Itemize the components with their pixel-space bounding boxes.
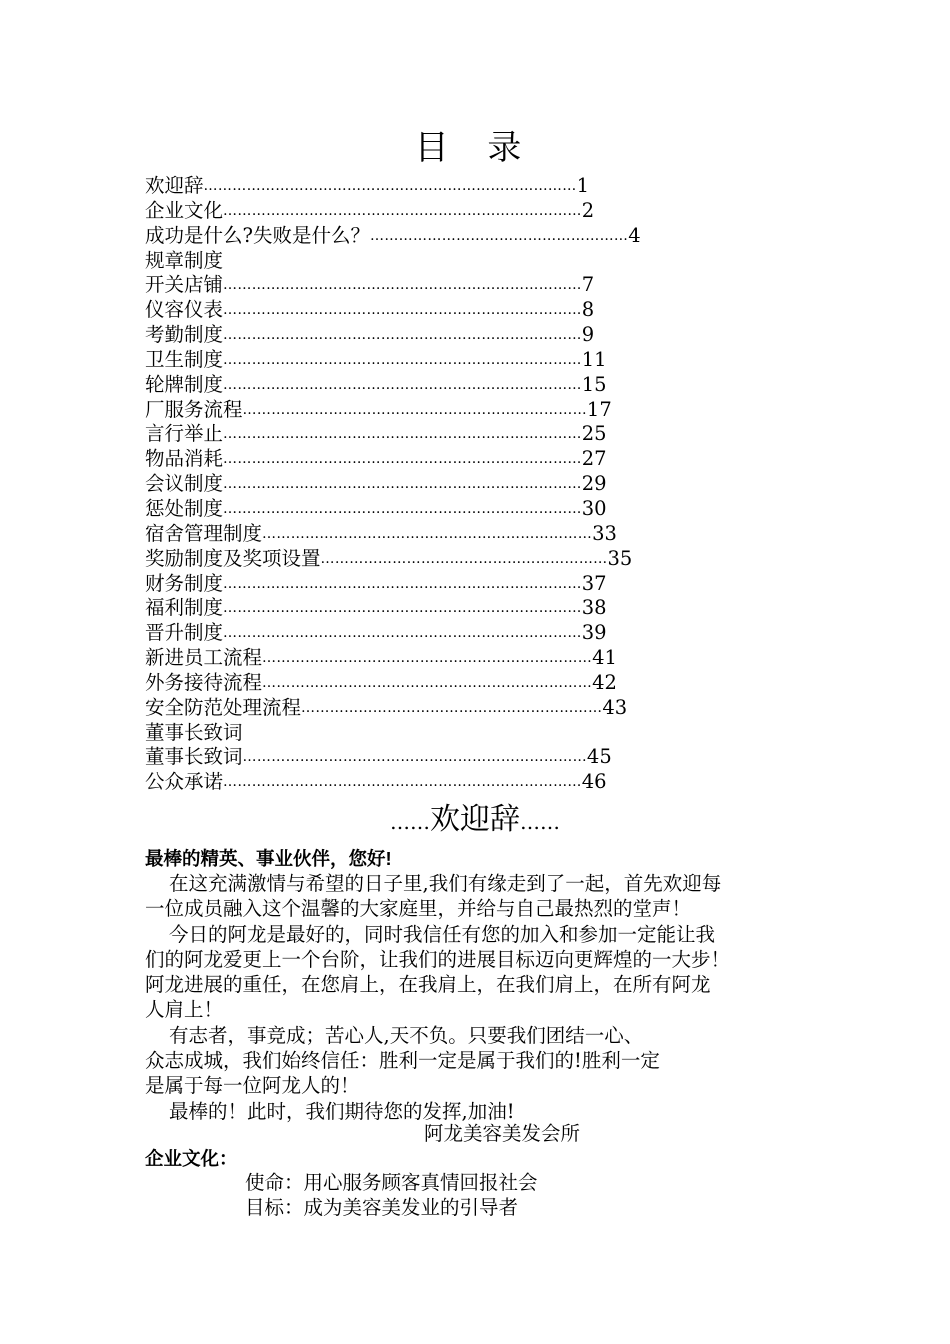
toc-leader: ………………………………………………………………… <box>223 426 582 443</box>
toc-leader: …………………………………………………… <box>320 550 608 567</box>
toc-entry-page: 38 <box>581 596 607 620</box>
paragraph-line: 有志者，事竞成；苦心人,天不负。只要我们团结一心、 <box>169 1023 644 1047</box>
toc-entry-page: 46 <box>581 770 607 794</box>
toc-entry[interactable] <box>145 447 785 472</box>
toc-leader: ………………………………………………………………… <box>223 451 582 468</box>
toc-entry-page: 35 <box>607 546 633 570</box>
welcome-signature: 阿龙美容美发会所 <box>423 1122 580 1145</box>
toc-leader: ………………………………………………………………… <box>223 202 582 219</box>
toc-entry-page: 2 <box>581 198 595 222</box>
toc-entry-page: 4 <box>628 223 641 247</box>
toc-entry[interactable] <box>145 572 785 597</box>
culture-heading: 企业文化： <box>145 1148 238 1169</box>
toc-entry-page: 8 <box>581 298 595 322</box>
toc-leader: ………………………………………………………………… <box>223 600 582 617</box>
toc-entry-title: 董事长致词 <box>145 720 243 744</box>
toc-entry[interactable] <box>145 422 785 447</box>
toc-entry-page: 1 <box>576 174 590 197</box>
toc-entry-title: 福利制度 <box>145 596 224 620</box>
toc-entry-page: 29 <box>581 472 607 496</box>
toc-leader: …………………………………………………………… <box>262 650 593 667</box>
toc-leader: ………………………………………………………………… <box>223 327 582 344</box>
paragraph-line: 一位成员融入这个温馨的大家庭里，并给与自己最热烈的堂声！ <box>145 897 692 921</box>
toc-leader: …………………………………………………………… <box>262 674 593 691</box>
paragraph-line: 们的阿龙爱更上一个台阶，让我们的进展目标迈向更辉煌的一大步！ <box>145 947 731 971</box>
paragraph-line: 人肩上！ <box>145 998 224 1022</box>
toc-entry-page: 7 <box>581 273 595 297</box>
toc-entry[interactable] <box>145 298 785 323</box>
toc-leader: ………………………………………………………………… <box>223 476 582 493</box>
toc-entry-title: 董事长致词 <box>145 745 243 769</box>
toc-entry-title: 惩处制度 <box>145 496 224 520</box>
toc-leader: ………………………………………………………………… <box>223 500 582 517</box>
toc-entry[interactable] <box>145 323 785 348</box>
toc-entry-page: 43 <box>602 695 628 719</box>
toc-entry[interactable] <box>145 671 785 696</box>
toc-entry-title: 新进员工流程 <box>145 646 263 670</box>
toc-entry-page: 42 <box>592 670 617 694</box>
toc-entry[interactable] <box>145 547 785 572</box>
paragraph-line: 众志成城，我们始终信任：胜利一定是属于我们的!胜利一定 <box>145 1049 660 1073</box>
paragraph-line: 是属于每一位阿龙人的！ <box>145 1074 360 1098</box>
toc-entry-title: 晋升制度 <box>145 621 224 645</box>
toc-title: 目 录 <box>414 128 536 168</box>
toc-entry[interactable] <box>145 646 785 671</box>
toc-entry-title: 开关店铺 <box>145 273 224 297</box>
toc-entry-page: 17 <box>586 397 612 421</box>
heading-ornament: …… <box>390 810 430 834</box>
toc-entry[interactable] <box>145 522 785 547</box>
toc-entry[interactable] <box>145 696 785 721</box>
toc-entry[interactable] <box>145 596 785 621</box>
paragraph-line: 今日的阿龙是最好的，同时我信任有您的加入和参加一定能让我 <box>169 922 716 946</box>
toc-entry[interactable] <box>145 224 785 249</box>
toc-entry[interactable] <box>145 348 785 373</box>
welcome-greeting: 最棒的精英、事业伙伴，您好! <box>145 848 392 869</box>
heading-ornament: …… <box>520 810 560 834</box>
toc-entry-title: 企业文化 <box>145 198 224 222</box>
culture-goal: 目标：成为美容美发业的引导者 <box>245 1196 519 1219</box>
paragraph-line: 阿龙进展的重任，在您肩上，在我肩上，在我们肩上，在所有阿龙 <box>145 973 711 997</box>
toc-entry-title: 安全防范处理流程 <box>145 695 302 719</box>
toc-entry-title: 规章制度 <box>145 248 224 272</box>
toc-leader: ………………………………………………………………… <box>223 376 582 393</box>
toc-entry-title: 言行举止 <box>145 422 224 446</box>
toc-entry-title: 卫生制度 <box>145 347 224 371</box>
toc-entry-title: 考勤制度 <box>145 323 224 347</box>
toc-entry-page: 27 <box>581 447 607 471</box>
toc-leader: ……………………………………………………………… <box>242 401 587 418</box>
paragraph-line: 在这充满激情与希望的日子里,我们有缘走到了一起，首先欢迎每 <box>169 872 722 895</box>
welcome-heading <box>0 798 950 844</box>
paragraph-line: 最棒的！此时，我们期待您的发挥,加油! <box>169 1099 515 1123</box>
toc-leader: ………………………………………………………………… <box>223 351 582 368</box>
toc-entry-page: 39 <box>581 621 607 645</box>
toc-entry-title: 物品消耗 <box>145 447 224 471</box>
toc-leader: ………………………………………………………………… <box>223 625 582 642</box>
toc-entry[interactable] <box>145 497 785 522</box>
toc-entry-page: 41 <box>592 646 617 670</box>
toc-leader: ……………………………………………… <box>369 227 629 244</box>
toc-entry-title: 欢迎辞 <box>145 174 204 197</box>
toc-entry-page: 37 <box>581 571 607 595</box>
toc-leader: ……………………………………………………………… <box>242 749 587 766</box>
toc-section-heading <box>145 721 785 746</box>
toc-entry[interactable] <box>145 273 785 298</box>
toc-entry-title: 奖励制度及奖项设置 <box>145 546 321 570</box>
toc-entry[interactable] <box>145 621 785 646</box>
toc-entry-page: 25 <box>581 422 607 446</box>
toc-entry[interactable] <box>145 770 785 795</box>
toc-entry-page: 45 <box>586 745 612 769</box>
toc-entry-title: 会议制度 <box>145 472 224 496</box>
toc-entry[interactable] <box>145 174 785 199</box>
toc-entry-title: 厂服务流程 <box>145 397 243 421</box>
toc-entry-title: 财务制度 <box>145 571 224 595</box>
toc-entry-title: 宿舍管理制度 <box>145 521 263 545</box>
table-of-contents <box>145 174 785 795</box>
toc-leader: ………………………………………………………………… <box>223 575 582 592</box>
toc-entry[interactable] <box>145 199 785 224</box>
toc-entry-title: 成功是什么?失败是什么？ <box>145 223 370 247</box>
toc-entry-page: 33 <box>592 521 617 545</box>
toc-entry[interactable] <box>145 373 785 398</box>
toc-entry-title: 公众承诺 <box>145 770 224 794</box>
toc-entry-page: 9 <box>581 323 595 347</box>
welcome-heading-text: 欢迎辞 <box>430 802 520 837</box>
toc-leader: ………………………………………………………………… <box>223 774 582 791</box>
toc-entry-title: 外务接待流程 <box>145 670 263 694</box>
toc-entry-page: 30 <box>581 496 607 520</box>
toc-section-heading <box>145 249 785 274</box>
culture-mission: 使命：用心服务顾客真情回报社会 <box>245 1171 538 1194</box>
toc-entry-page: 15 <box>581 372 607 396</box>
toc-leader: ……………………………………………………… <box>301 699 603 716</box>
welcome-body <box>145 871 825 1124</box>
toc-entry-page: 11 <box>581 347 607 371</box>
toc-entry[interactable] <box>145 745 785 770</box>
toc-entry-title: 轮牌制度 <box>145 372 224 396</box>
toc-entry[interactable] <box>145 398 785 423</box>
toc-leader: …………………………………………………………… <box>262 525 593 542</box>
toc-entry[interactable] <box>145 472 785 497</box>
toc-leader: ………………………………………………………………… <box>223 302 582 319</box>
toc-leader: ………………………………………………………………… <box>223 277 582 294</box>
toc-entry-title: 仪容仪表 <box>145 298 224 322</box>
toc-leader: …………………………………………………………………… <box>203 178 577 194</box>
